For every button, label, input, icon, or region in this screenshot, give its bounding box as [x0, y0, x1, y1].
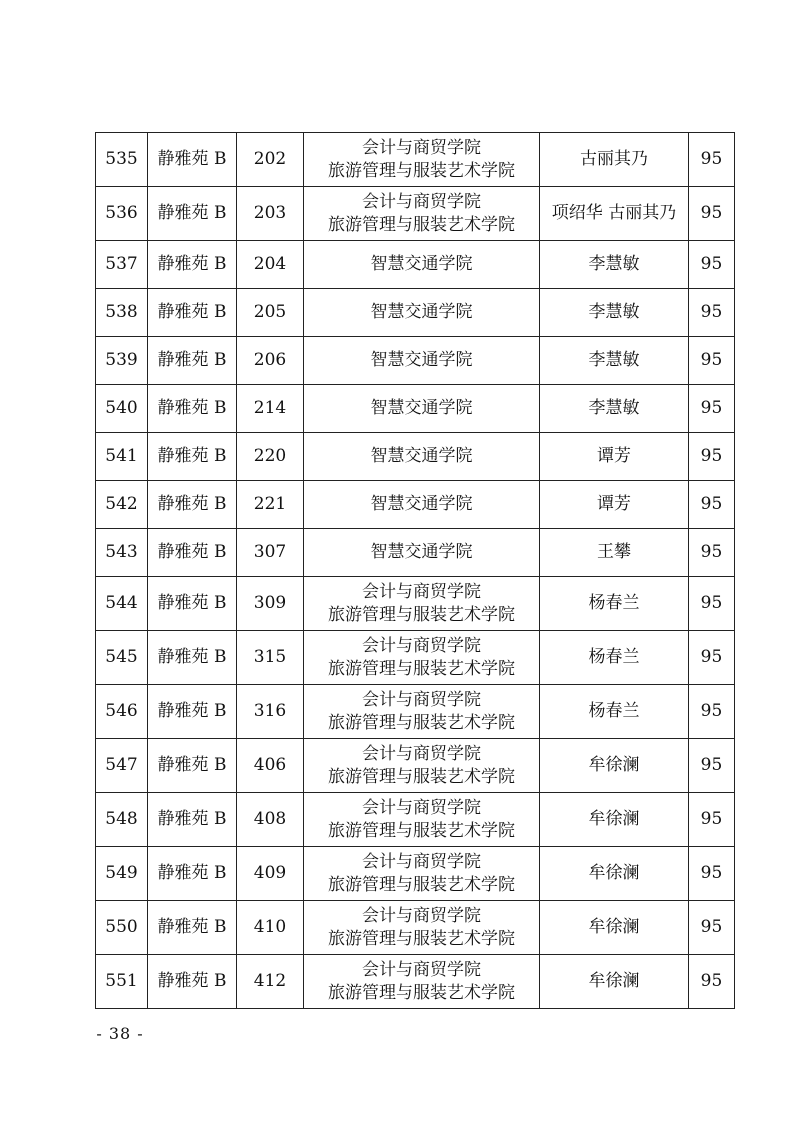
teacher-cell: 古丽其乃 — [540, 133, 689, 187]
college-cell — [304, 337, 540, 385]
score-cell: 95 — [689, 481, 735, 529]
table-row — [96, 385, 735, 433]
building-cell: 静雅苑 B — [148, 529, 237, 577]
serial-number-cell: 544 — [96, 577, 148, 631]
college-name: 智慧交通学院 — [370, 494, 473, 514]
table-row — [96, 901, 735, 955]
score-cell: 95 — [689, 685, 735, 739]
college-name: 旅游管理与服装艺术学院 — [328, 160, 515, 181]
college-name: 旅游管理与服装艺术学院 — [328, 604, 515, 625]
table-row — [96, 289, 735, 337]
serial-number-cell: 542 — [96, 481, 148, 529]
table-row — [96, 955, 735, 1009]
room-number-cell: 214 — [237, 385, 304, 433]
serial-number-cell: 539 — [96, 337, 148, 385]
score-cell: 95 — [689, 529, 735, 577]
room-number-cell: 408 — [237, 793, 304, 847]
building-cell: 静雅苑 B — [148, 631, 237, 685]
room-number-cell: 221 — [237, 481, 304, 529]
college-name: 智慧交通学院 — [370, 254, 473, 274]
room-number-cell: 309 — [237, 577, 304, 631]
building-cell: 静雅苑 B — [148, 739, 237, 793]
teacher-cell: 李慧敏 — [540, 241, 689, 289]
college-cell — [304, 847, 540, 901]
score-cell: 95 — [689, 187, 735, 241]
table-row — [96, 577, 735, 631]
college-name: 会计与商贸学院 — [362, 137, 481, 158]
college-name: 旅游管理与服装艺术学院 — [328, 214, 515, 235]
building-cell: 静雅苑 B — [148, 133, 237, 187]
college-cell — [304, 241, 540, 289]
college-name: 旅游管理与服装艺术学院 — [328, 820, 515, 841]
college-cell — [304, 577, 540, 631]
college-name: 旅游管理与服装艺术学院 — [328, 928, 515, 949]
table-row — [96, 433, 735, 481]
table-row — [96, 793, 735, 847]
college-name: 会计与商贸学院 — [362, 797, 481, 818]
score-cell: 95 — [689, 955, 735, 1009]
teacher-cell: 杨春兰 — [540, 577, 689, 631]
serial-number-cell: 547 — [96, 739, 148, 793]
teacher-cell: 牟徐澜 — [540, 955, 689, 1009]
score-cell: 95 — [689, 289, 735, 337]
room-number-cell: 203 — [237, 187, 304, 241]
college-name: 旅游管理与服装艺术学院 — [328, 766, 515, 787]
teacher-cell: 李慧敏 — [540, 289, 689, 337]
serial-number-cell: 535 — [96, 133, 148, 187]
table-row — [96, 847, 735, 901]
college-cell — [304, 529, 540, 577]
table-row — [96, 739, 735, 793]
serial-number-cell: 548 — [96, 793, 148, 847]
serial-number-cell: 541 — [96, 433, 148, 481]
score-cell: 95 — [689, 433, 735, 481]
score-cell: 95 — [689, 385, 735, 433]
building-cell: 静雅苑 B — [148, 187, 237, 241]
building-cell: 静雅苑 B — [148, 685, 237, 739]
college-name: 旅游管理与服装艺术学院 — [328, 658, 515, 679]
score-cell: 95 — [689, 133, 735, 187]
building-cell: 静雅苑 B — [148, 847, 237, 901]
room-number-cell: 409 — [237, 847, 304, 901]
building-cell: 静雅苑 B — [148, 289, 237, 337]
building-cell: 静雅苑 B — [148, 577, 237, 631]
college-name: 会计与商贸学院 — [362, 689, 481, 710]
teacher-cell: 谭芳 — [540, 481, 689, 529]
room-number-cell: 406 — [237, 739, 304, 793]
teacher-cell: 牟徐澜 — [540, 901, 689, 955]
teacher-cell: 李慧敏 — [540, 385, 689, 433]
college-name: 智慧交通学院 — [370, 302, 473, 322]
score-cell: 95 — [689, 577, 735, 631]
teacher-cell: 王攀 — [540, 529, 689, 577]
college-cell — [304, 901, 540, 955]
college-name: 旅游管理与服装艺术学院 — [328, 874, 515, 895]
building-cell: 静雅苑 B — [148, 793, 237, 847]
serial-number-cell: 536 — [96, 187, 148, 241]
college-name: 会计与商贸学院 — [362, 635, 481, 656]
serial-number-cell: 540 — [96, 385, 148, 433]
building-cell: 静雅苑 B — [148, 241, 237, 289]
room-number-cell: 412 — [237, 955, 304, 1009]
serial-number-cell: 538 — [96, 289, 148, 337]
college-name: 智慧交通学院 — [370, 446, 473, 466]
college-cell — [304, 685, 540, 739]
building-cell: 静雅苑 B — [148, 481, 237, 529]
college-name: 会计与商贸学院 — [362, 743, 481, 764]
building-cell: 静雅苑 B — [148, 385, 237, 433]
score-cell: 95 — [689, 337, 735, 385]
building-cell: 静雅苑 B — [148, 955, 237, 1009]
college-cell — [304, 433, 540, 481]
table-row — [96, 685, 735, 739]
table-row — [96, 337, 735, 385]
college-cell — [304, 289, 540, 337]
teacher-cell: 项绍华 古丽其乃 — [540, 187, 689, 241]
room-number-cell: 316 — [237, 685, 304, 739]
college-name: 智慧交通学院 — [370, 350, 473, 370]
college-name: 旅游管理与服装艺术学院 — [328, 982, 515, 1003]
college-cell — [304, 955, 540, 1009]
college-cell — [304, 187, 540, 241]
table-row — [96, 241, 735, 289]
score-cell: 95 — [689, 631, 735, 685]
teacher-cell: 牟徐澜 — [540, 739, 689, 793]
college-name: 会计与商贸学院 — [362, 581, 481, 602]
serial-number-cell: 546 — [96, 685, 148, 739]
room-number-cell: 220 — [237, 433, 304, 481]
serial-number-cell: 551 — [96, 955, 148, 1009]
building-cell: 静雅苑 B — [148, 337, 237, 385]
serial-number-cell: 545 — [96, 631, 148, 685]
college-name: 会计与商贸学院 — [362, 905, 481, 926]
building-cell: 静雅苑 B — [148, 433, 237, 481]
college-name: 会计与商贸学院 — [362, 191, 481, 212]
college-name: 智慧交通学院 — [370, 542, 473, 562]
score-cell: 95 — [689, 793, 735, 847]
college-name: 会计与商贸学院 — [362, 851, 481, 872]
room-number-cell: 315 — [237, 631, 304, 685]
room-number-cell: 204 — [237, 241, 304, 289]
serial-number-cell: 537 — [96, 241, 148, 289]
serial-number-cell: 543 — [96, 529, 148, 577]
room-number-cell: 205 — [237, 289, 304, 337]
room-number-cell: 202 — [237, 133, 304, 187]
college-name: 旅游管理与服装艺术学院 — [328, 712, 515, 733]
college-cell — [304, 739, 540, 793]
serial-number-cell: 549 — [96, 847, 148, 901]
table-row — [96, 631, 735, 685]
college-name: 智慧交通学院 — [370, 398, 473, 418]
teacher-cell: 牟徐澜 — [540, 793, 689, 847]
teacher-cell: 谭芳 — [540, 433, 689, 481]
teacher-cell: 杨春兰 — [540, 631, 689, 685]
score-cell: 95 — [689, 901, 735, 955]
college-cell — [304, 133, 540, 187]
college-cell — [304, 793, 540, 847]
page-number: - 38 - — [96, 1024, 144, 1043]
table-row — [96, 133, 735, 187]
room-number-cell: 206 — [237, 337, 304, 385]
teacher-cell: 李慧敏 — [540, 337, 689, 385]
table-row — [96, 481, 735, 529]
college-cell — [304, 631, 540, 685]
teacher-cell: 牟徐澜 — [540, 847, 689, 901]
table-row — [96, 187, 735, 241]
room-number-cell: 307 — [237, 529, 304, 577]
score-cell: 95 — [689, 739, 735, 793]
college-cell — [304, 385, 540, 433]
score-cell: 95 — [689, 847, 735, 901]
college-name: 会计与商贸学院 — [362, 959, 481, 980]
serial-number-cell: 550 — [96, 901, 148, 955]
table-body — [96, 133, 735, 1009]
college-cell — [304, 481, 540, 529]
table-row — [96, 529, 735, 577]
room-number-cell: 410 — [237, 901, 304, 955]
score-cell: 95 — [689, 241, 735, 289]
teacher-cell: 杨春兰 — [540, 685, 689, 739]
dormitory-score-table — [95, 132, 735, 1009]
building-cell: 静雅苑 B — [148, 901, 237, 955]
